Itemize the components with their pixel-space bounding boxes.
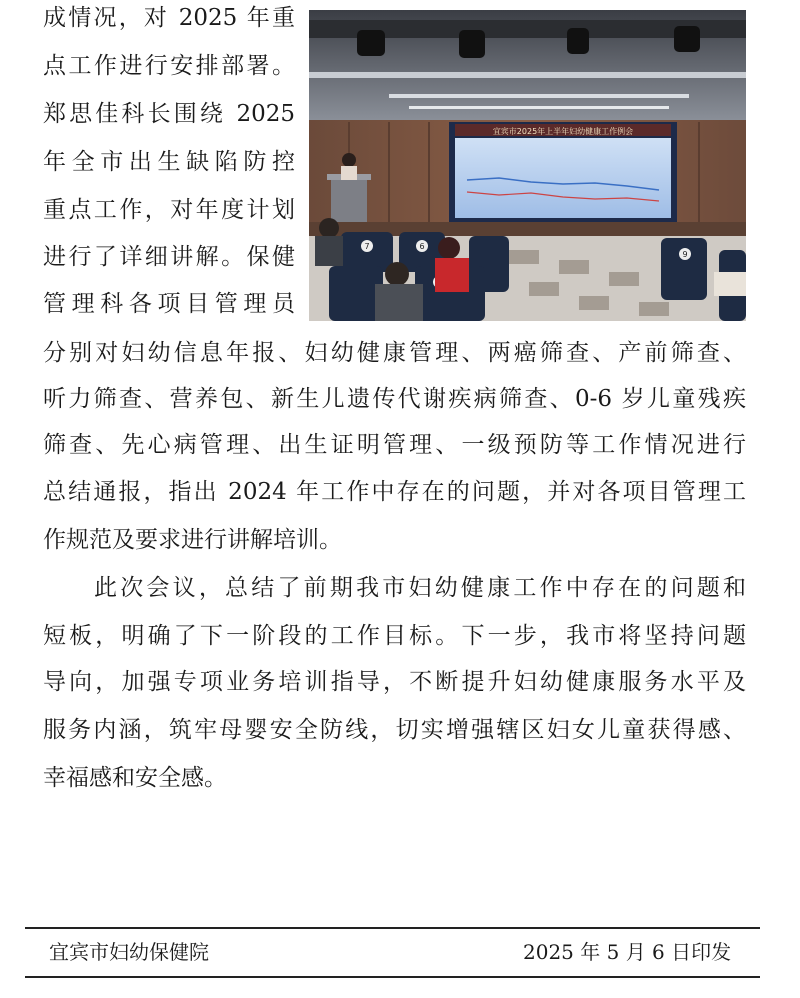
seat-number: 9 <box>682 250 688 259</box>
body-line: 作规范及要求进行讲解培训。 <box>43 527 342 553</box>
paragraph-line: 服务内涵，筑牢母婴安全防线，切实增强辖区妇女儿童获得感、 <box>43 717 746 743</box>
body-line: 管理科各项目管理员 <box>43 291 295 317</box>
paragraph-line: 幸福感和安全感。 <box>43 765 227 791</box>
body-line: 总结通报，指出 2024 年工作中存在的问题，并对各项目管理工 <box>43 479 746 505</box>
screen-title: 宜宾市2025年上半年妇幼健康工作例会 <box>492 127 634 136</box>
body-line: 郑思佳科长围绕 2025 <box>43 101 295 127</box>
meeting-photo <box>309 10 746 321</box>
seat-number: 6 <box>419 242 425 251</box>
body-line: 点工作进行安排部署。 <box>43 53 295 79</box>
meeting-photo-illustration <box>309 10 746 321</box>
paragraph-line: 此次会议，总结了前期我市妇幼健康工作中存在的问题和 <box>94 575 746 601</box>
body-line: 年全市出生缺陷防控 <box>43 149 295 175</box>
paragraph-line: 导向，加强专项业务培训指导，不断提升妇幼健康服务水平及 <box>43 669 746 695</box>
body-line: 听力筛查、营养包、新生儿遗传代谢疾病筛查、0-6 岁儿童残疾 <box>43 386 746 412</box>
footer-rule-bottom <box>25 976 760 978</box>
body-line: 重点工作，对年度计划 <box>43 197 295 223</box>
footer-publisher: 宜宾市妇幼保健院 <box>49 940 209 964</box>
seat-number: 7 <box>364 242 370 251</box>
body-line: 进行了详细讲解。保健 <box>43 244 295 270</box>
body-line: 分别对妇幼信息年报、妇幼健康管理、两癌筛查、产前筛查、 <box>43 340 746 366</box>
footer-rule-top <box>25 927 760 929</box>
body-line: 成情况，对 2025 年重 <box>43 5 295 31</box>
footer-date: 2025 年 5 月 6 日印发 <box>523 940 732 964</box>
body-line: 筛查、先心病管理、出生证明管理、一级预防等工作情况进行 <box>43 432 746 458</box>
paragraph-line: 短板，明确了下一阶段的工作目标。下一步，我市将坚持问题 <box>43 623 746 649</box>
